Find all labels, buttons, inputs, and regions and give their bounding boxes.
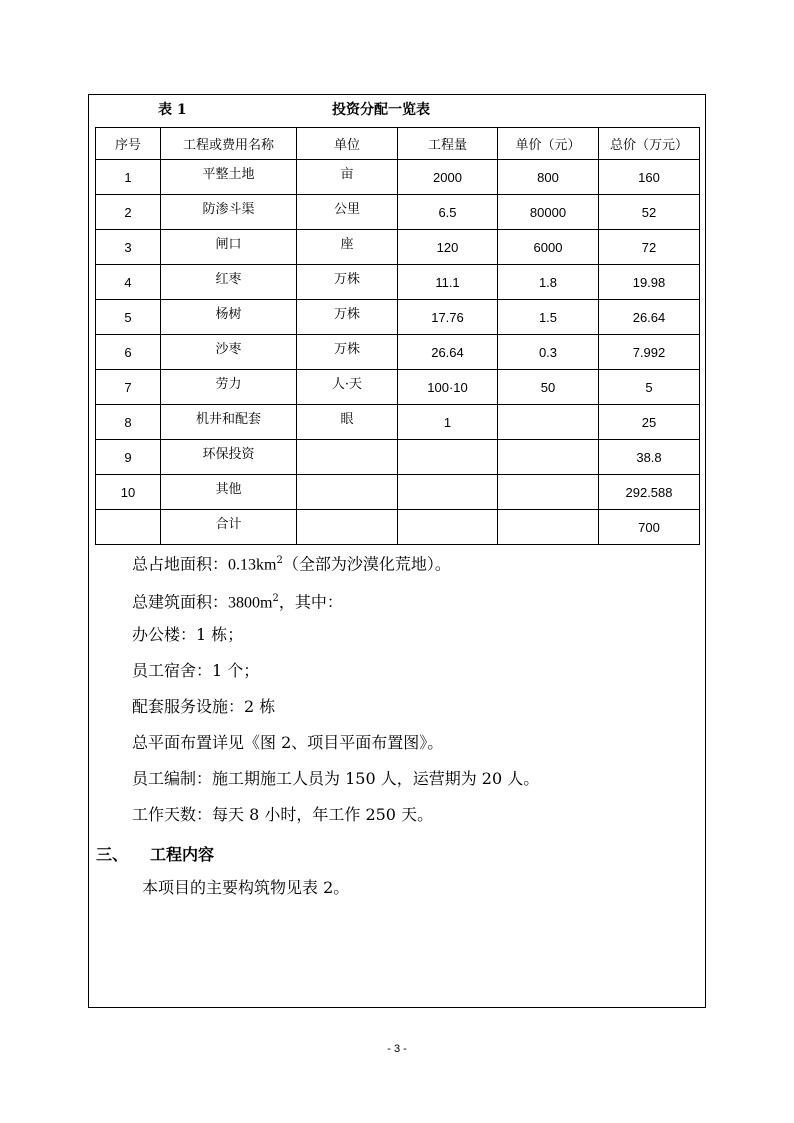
table-cell: 72 — [599, 230, 700, 265]
table-row — [96, 160, 700, 195]
section-text: 本项目的主要构筑物见表 2。 — [142, 878, 350, 897]
table-cell: 1 — [96, 160, 161, 195]
table-row — [96, 370, 700, 405]
table-cell: 19.98 — [599, 265, 700, 300]
table-cell: 26.64 — [398, 335, 498, 370]
header-cell: 序号 — [96, 128, 161, 160]
table-cell: 杨树 — [161, 300, 297, 335]
table-cell — [398, 440, 498, 475]
table-cell: 9 — [96, 440, 161, 475]
table-cell: 人·天 — [297, 370, 398, 405]
table-row — [96, 510, 700, 545]
table-cell: 劳力 — [161, 370, 297, 405]
table-cell: 防渗斗渠 — [161, 195, 297, 230]
table-cell: 100·10 — [398, 370, 498, 405]
table-header-row — [96, 128, 700, 160]
table-cell: 2 — [96, 195, 161, 230]
table-cell: 红枣 — [161, 265, 297, 300]
table-cell — [297, 510, 398, 545]
build-suffix: ，其中： — [278, 592, 343, 612]
table-cell: 25 — [599, 405, 700, 440]
table-cell: 8 — [96, 405, 161, 440]
table-cell: 7.992 — [599, 335, 700, 370]
area-prefix: 总占地面积： — [132, 554, 229, 574]
table-cell: 沙枣 — [161, 335, 297, 370]
table-cell: 11.1 — [398, 265, 498, 300]
table-cell: 26.64 — [599, 300, 700, 335]
table-cell: 0.3 — [498, 335, 599, 370]
header-cell: 工程量 — [398, 128, 498, 160]
table-cell: 眼 — [297, 405, 398, 440]
table-cell: 万株 — [297, 300, 398, 335]
table-cell: 10 — [96, 475, 161, 510]
table-cell: 闸口 — [161, 230, 297, 265]
table-cell: 万株 — [297, 335, 398, 370]
table-cell: 万株 — [297, 265, 398, 300]
area-value: 0.13km — [228, 556, 277, 574]
table-cell: 座 — [297, 230, 398, 265]
dorm-paragraph: 员工宿舍：1 个； — [132, 661, 260, 680]
investment-table — [95, 127, 700, 545]
table-row — [96, 195, 700, 230]
facility-paragraph: 配套服务设施：2 栋 — [132, 697, 276, 716]
office-paragraph: 办公楼：1 栋； — [132, 625, 244, 644]
table-row — [96, 300, 700, 335]
table-cell: 环保投资 — [161, 440, 297, 475]
table-row — [96, 335, 700, 370]
staff-paragraph: 员工编制：施工期施工人员为 150 人，运营期为 20 人。 — [132, 769, 540, 788]
table-cell: 其他 — [161, 475, 297, 510]
table-cell: 6000 — [498, 230, 599, 265]
table-cell — [398, 510, 498, 545]
table-cell — [498, 405, 599, 440]
table-cell: 80000 — [498, 195, 599, 230]
table-cell — [498, 440, 599, 475]
table-cell: 1.5 — [498, 300, 599, 335]
table-cell: 亩 — [297, 160, 398, 195]
table-cell: 17.76 — [398, 300, 498, 335]
table-cell: 1 — [398, 405, 498, 440]
table-cell: 7 — [96, 370, 161, 405]
table-cell: 700 — [599, 510, 700, 545]
header-cell: 单价（元） — [498, 128, 599, 160]
table-cell — [498, 510, 599, 545]
build-prefix: 总建筑面积： — [132, 592, 229, 612]
section-heading — [96, 842, 214, 865]
layout-paragraph: 总平面布置详见《图 2、项目平面布置图》。 — [132, 733, 444, 752]
table-row — [96, 440, 700, 475]
section-number: 三、 — [96, 845, 129, 864]
page-number: - 3 - — [387, 1043, 407, 1055]
table-row — [96, 230, 700, 265]
table-caption-title: 投资分配一览表 — [332, 102, 430, 118]
section-title: 工程内容 — [150, 845, 215, 864]
table-cell — [297, 440, 398, 475]
table-cell: 2000 — [398, 160, 498, 195]
table-cell: 4 — [96, 265, 161, 300]
table-cell: 38.8 — [599, 440, 700, 475]
header-cell: 工程或费用名称 — [161, 128, 297, 160]
table-cell: 52 — [599, 195, 700, 230]
area-sup: 2 — [276, 555, 283, 566]
area-suffix: （全部为沙漠化荒地）。 — [282, 554, 451, 574]
table-cell: 50 — [498, 370, 599, 405]
table-cell: 合计 — [161, 510, 297, 545]
table-cell — [297, 475, 398, 510]
table-cell: 3 — [96, 230, 161, 265]
table-row — [96, 475, 700, 510]
table-caption-label: 表 1 — [158, 102, 187, 118]
table-cell: 800 — [498, 160, 599, 195]
table-cell: 6 — [96, 335, 161, 370]
table-row — [96, 265, 700, 300]
table-body — [96, 160, 700, 545]
build-paragraph — [132, 587, 343, 615]
table-cell: 6.5 — [398, 195, 498, 230]
table-cell — [398, 475, 498, 510]
workdays-paragraph: 工作天数：每天 8 小时，年工作 250 天。 — [132, 805, 434, 824]
header-cell: 总价（万元） — [599, 128, 700, 160]
table-cell — [498, 475, 599, 510]
build-value: 3800m — [228, 594, 273, 612]
table-cell: 公里 — [297, 195, 398, 230]
build-sup: 2 — [272, 593, 279, 604]
table-cell: 机井和配套 — [161, 405, 297, 440]
table-cell: 5 — [96, 300, 161, 335]
header-cell: 单位 — [297, 128, 398, 160]
table-cell: 5 — [599, 370, 700, 405]
table-cell: 292.588 — [599, 475, 700, 510]
table-cell — [96, 510, 161, 545]
area-paragraph — [132, 549, 451, 577]
table-row — [96, 405, 700, 440]
table-cell: 平整土地 — [161, 160, 297, 195]
table-cell: 1.8 — [498, 265, 599, 300]
table-cell: 160 — [599, 160, 700, 195]
table-cell: 120 — [398, 230, 498, 265]
